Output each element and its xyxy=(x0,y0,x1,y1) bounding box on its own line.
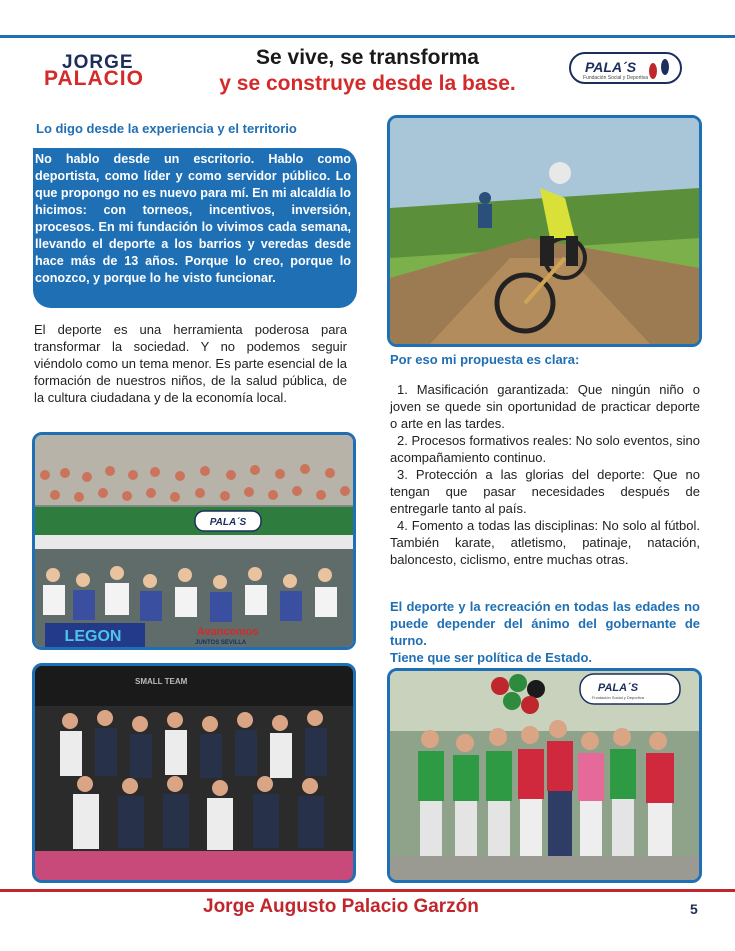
list-item: 3. Protección a las glorias del deporte: Que no tengan que pasar necesidades después de entregarle tanto al país. xyxy=(390,467,700,516)
footer-author-name: Jorge Augusto Palacio Garzón xyxy=(203,896,479,917)
list-item: 4. Fomento a todas las disciplinas: No solo al fútbol. También karate, atletismo, patinaje, natación, baloncesto, ciclismo, entre muchas otras. xyxy=(390,518,700,567)
top-rule xyxy=(0,35,735,38)
palas-logo-text: PALA´S xyxy=(585,59,637,75)
closing-line: El deporte y la recreación en todas las edades no puede depender del ánimo del gobernante de turno. xyxy=(390,599,700,648)
closing-line-2: Tiene que ser política de Estado. xyxy=(390,650,593,665)
quote-box: No hablo desde un escritorio. Hablo como deportista, como líder y como servidor público. Lo que propongo no es nuevo para mí. En mi alcaldía lo hicimos: con torneos, incentivos, inversión, procesos. En mi fundación lo vivimos cada semana, llevando el deporte a los barrios y veredas desde hace más de 13 años. Porque lo creo, porque lo conozco, y porque lo he visto funcionar. xyxy=(33,148,357,308)
stadium-sign-sevilla: JUNTOS SEVILLA xyxy=(195,640,247,646)
list-item: 1. Masificación garantizada: Que ningún niño o joven se quede sin oportunidad de practicar deporte o arte en las tardes. xyxy=(390,382,700,431)
martial-arts-team-photo xyxy=(32,663,356,883)
event-banner-text: PALA´S xyxy=(597,682,639,694)
stadium-sign-legon: LEGON xyxy=(64,628,122,645)
gym-sign-text: SMALL TEAM xyxy=(135,677,188,686)
proposal-list xyxy=(390,381,700,568)
logo-first-name: JORGE xyxy=(62,52,134,73)
list-item: 2. Procesos formativos reales: No solo eventos, sino acompañamiento continuo. xyxy=(390,433,700,465)
intro-paragraph: El deporte es una herramienta poderosa para transformar la sociedad. Y no podemos seguir viéndolo como un tema menor. Es parte esencial de la formación de nuestros niños, de la salud pública, de la cultura ciudadana y de la economía local. xyxy=(34,322,347,405)
event-banner-tagline: Fundación Social y Deportiva xyxy=(591,695,645,700)
foundation-event-photo xyxy=(387,668,702,883)
section-subtitle: Lo digo desde la experiencia y el territorio xyxy=(36,121,297,136)
palas-foundation-logo xyxy=(569,52,682,84)
page-title-line2: y se construye desde la base. xyxy=(219,72,516,95)
stadium-sign-avancemos: Avancemos xyxy=(197,626,259,638)
stadium-banner-text: PALA´S xyxy=(209,517,247,528)
closing-statement xyxy=(390,598,700,666)
cyclist-photo xyxy=(387,115,702,347)
palas-logo-tagline: Fundación Social y Deportiva xyxy=(583,75,649,81)
footer-rule xyxy=(0,889,735,892)
page-number: 5 xyxy=(690,901,698,917)
page-title-line1: Se vive, se transforma xyxy=(256,46,479,69)
stadium-crowd-photo xyxy=(32,432,356,650)
logo-last-name: PALACIO xyxy=(44,67,144,90)
proposal-title: Por eso mi propuesta es clara: xyxy=(390,352,580,367)
jorge-palacio-logo xyxy=(44,52,154,92)
footprints-icon xyxy=(644,57,674,81)
